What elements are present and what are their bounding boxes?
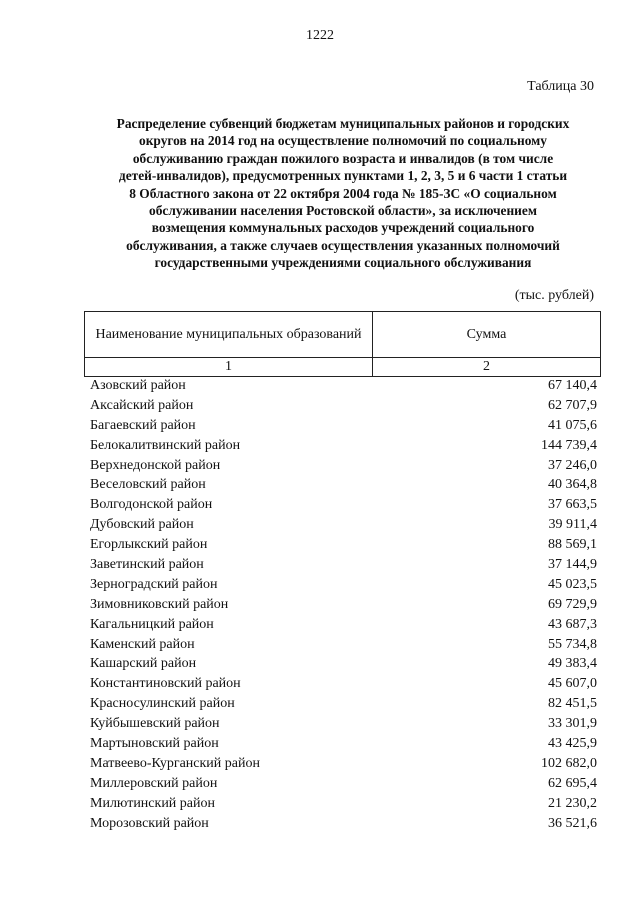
- district-name: Красносулинский район: [90, 696, 235, 712]
- title-line: округов на 2014 год на осуществление полномочий по социальному: [139, 133, 547, 149]
- table-row: [84, 595, 601, 615]
- district-name: Волгодонской район: [90, 497, 213, 513]
- subvention-amount: 49 383,4: [548, 656, 597, 672]
- table-row: [84, 376, 601, 396]
- subvention-amount: 39 911,4: [548, 517, 597, 533]
- subvention-amount: 45 023,5: [548, 576, 597, 592]
- units-label: (тыс. рублей): [514, 288, 594, 303]
- table-row: [84, 396, 601, 416]
- document-title: [84, 115, 602, 272]
- table-row: [84, 416, 601, 436]
- district-name: Веселовский район: [90, 477, 206, 493]
- subvention-amount: 67 140,4: [548, 378, 597, 393]
- district-name: Милютинский район: [90, 795, 216, 811]
- district-name: Аксайский район: [90, 397, 194, 413]
- district-name: Егорлыкский район: [90, 537, 208, 553]
- table-row: [84, 555, 601, 575]
- table-row: [84, 575, 601, 595]
- subvention-amount: 41 075,6: [548, 417, 597, 433]
- subvention-amount: 33 301,9: [548, 716, 597, 732]
- table-row: [84, 674, 601, 694]
- title-line: обслуживания, а также случаев осуществления указанных полномочий: [126, 237, 560, 253]
- district-name: Кашарский район: [90, 656, 197, 672]
- subvention-amount: 82 451,5: [548, 696, 597, 712]
- table-row: [84, 734, 601, 754]
- header-name-cell: Наименование муниципальных образований: [85, 312, 373, 358]
- table-row: [84, 635, 601, 655]
- district-name: Белокалитвинский район: [90, 437, 241, 453]
- subvention-amount: 21 230,2: [548, 795, 597, 811]
- table-row: [84, 436, 601, 456]
- district-name: Дубовский район: [90, 517, 194, 533]
- column-index-2: 2: [373, 358, 601, 377]
- title-line: обслуживании населения Ростовской области», за исключением: [149, 203, 537, 219]
- column-index-1: 1: [85, 358, 373, 377]
- table-row: [84, 535, 601, 555]
- title-line: детей-инвалидов), предусмотренных пунктами 1, 2, 3, 5 и 6 части 1 статьи: [118, 168, 568, 184]
- table-row: [84, 794, 601, 814]
- subvention-amount: 40 364,8: [548, 477, 597, 493]
- district-name: Кагальницкий район: [90, 616, 214, 632]
- district-name: Верхнедонской район: [90, 457, 221, 473]
- table-row: [84, 475, 601, 495]
- subvention-amount: 144 739,4: [541, 437, 597, 453]
- district-name: Каменский район: [90, 636, 195, 652]
- subvention-amount: 37 663,5: [548, 497, 597, 513]
- page-number: 1222: [306, 28, 334, 43]
- district-name: Зимовниковский район: [90, 596, 229, 612]
- table-label: Таблица 30: [527, 79, 594, 94]
- subvention-amount: 43 425,9: [548, 736, 597, 752]
- table-row: [84, 814, 601, 834]
- district-name: Матвеево-Курганский район: [90, 755, 260, 771]
- table-row: [84, 754, 601, 774]
- table-row: [84, 495, 601, 515]
- header-sum-cell: Сумма: [373, 312, 601, 358]
- table-body: [84, 376, 601, 833]
- subvention-amount: 45 607,0: [548, 676, 597, 692]
- title-line: государственными учреждениями социального обслуживания: [154, 255, 532, 271]
- subvention-amount: 62 695,4: [548, 775, 597, 791]
- title-line: 8 Областного закона от 22 октября 2004 года № 185-ЗС «О социальном: [129, 185, 557, 201]
- title-line: возмещения коммунальных расходов учреждений социального: [151, 220, 535, 236]
- subvention-amount: 37 246,0: [548, 457, 597, 473]
- subvention-amount: 69 729,9: [548, 596, 597, 612]
- table-row: [84, 694, 601, 714]
- district-name: Морозовский район: [90, 815, 209, 831]
- district-name: Миллеровский район: [90, 775, 218, 791]
- subvention-amount: 55 734,8: [548, 636, 597, 652]
- district-name: Куйбышевский район: [90, 716, 220, 732]
- table-row: [84, 515, 601, 535]
- district-name: Константиновский район: [90, 676, 241, 692]
- subvention-amount: 37 144,9: [548, 557, 597, 573]
- subvention-amount: 62 707,9: [548, 397, 597, 413]
- subvention-amount: 43 687,3: [548, 616, 597, 632]
- district-name: Зерноградский район: [90, 576, 218, 592]
- table-row: [84, 456, 601, 476]
- table-row: [84, 654, 601, 674]
- title-line: обслуживанию граждан пожилого возраста и инвалидов (в том числе: [132, 150, 554, 166]
- title-line: Распределение субвенций бюджетам муниципальных районов и городских: [116, 116, 570, 131]
- table-row: [84, 714, 601, 734]
- subvention-amount: 102 682,0: [541, 755, 597, 771]
- table-row: [84, 774, 601, 794]
- district-name: Заветинский район: [90, 557, 204, 573]
- table-header: [84, 311, 601, 377]
- subvention-amount: 36 521,6: [548, 815, 597, 831]
- district-name: Багаевский район: [90, 417, 196, 433]
- district-name: Азовский район: [90, 378, 186, 393]
- district-name: Мартыновский район: [90, 736, 219, 752]
- table-row: [84, 615, 601, 635]
- subvention-amount: 88 569,1: [548, 537, 597, 553]
